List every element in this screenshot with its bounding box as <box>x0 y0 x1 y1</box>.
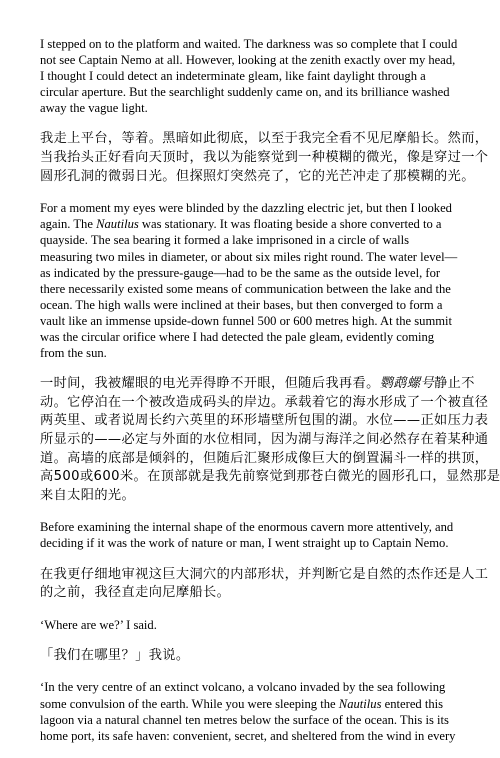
english-paragraph <box>40 617 460 633</box>
text-run: was stationary. It was floating beside a shore converted to a <box>138 217 442 232</box>
text-line <box>40 584 460 603</box>
text-run: circular aperture. But the searchlight suddenly came on, and its brilliance washed <box>40 85 450 100</box>
text-line <box>40 712 460 728</box>
text-line <box>40 200 460 216</box>
text-run: ‘Where are we?’ I said. <box>40 617 157 632</box>
text-line <box>40 265 460 281</box>
text-line <box>40 149 489 168</box>
english-paragraph <box>40 519 460 551</box>
text-line <box>40 394 489 413</box>
text-line <box>40 168 475 187</box>
text-run: Before examining the internal shape of the enormous cavern more attentively, and <box>40 520 454 535</box>
text-run: lagoon via a natural channel ten metres below the surface of the ocean. This is its <box>40 712 449 727</box>
text-line <box>40 519 460 535</box>
text-run: 我走上平台，等着。黑暗如此彻底，以至于我完全看不见尼摩船长。然而， <box>40 131 489 147</box>
chinese-paragraph <box>40 566 489 603</box>
text-run: quayside. The sea bearing it formed a lake imprisoned in a circle of walls <box>40 233 410 248</box>
text-line <box>40 412 489 431</box>
text-run: I thought I could detect an indeterminate gleam, like faint daylight through a <box>40 69 426 84</box>
text-line <box>40 329 460 345</box>
text-run: 高500或600米。在顶部就是我先前察觉到那苍白微光的圆形孔口，显然那是 <box>40 469 500 485</box>
text-run: again. The <box>40 217 97 232</box>
text-run: as indicated by the pressure-gauge—had to be the same as the outside level, for <box>40 265 441 280</box>
text-line <box>40 468 500 487</box>
text-line <box>40 297 460 313</box>
text-run: For a moment my eyes were blinded by the dazzling electric jet, but then I looked <box>40 201 452 216</box>
text-line <box>40 696 460 712</box>
text-line <box>40 345 460 361</box>
text-line <box>40 84 460 100</box>
text-run: 的之前，我径直走向尼摩船长。 <box>40 585 231 601</box>
text-run: not see Captain Nemo at all. However, looking at the zenith exactly over my head, <box>40 53 456 68</box>
text-run: 动。它停泊在一个被改造成码头的岸边。承载着它的海水形成了一个被直径 <box>40 394 489 410</box>
chinese-paragraph <box>40 130 489 186</box>
text-run: 在我更仔细地审视这巨大洞穴的内部形状，并判断它是自然的杰作还是人工 <box>40 566 489 582</box>
text-run: 静止不 <box>434 376 475 392</box>
text-run: 所显示的——必定与外面的水位相同，因为湖与海洋之间必然存在着某种通 <box>40 431 489 447</box>
text-line <box>40 617 460 633</box>
text-line <box>40 566 489 585</box>
text-line <box>40 313 460 329</box>
text-line <box>40 728 460 744</box>
text-run: entered this <box>381 696 444 711</box>
text-line <box>40 450 489 469</box>
text-run: away the vague light. <box>40 101 148 116</box>
text-line <box>40 100 460 116</box>
text-run: home port, its safe haven: convenient, secret, and sheltered from the wind in every <box>40 728 456 743</box>
english-paragraph <box>40 36 460 116</box>
text-run: ocean. The high walls were inclined at their bases, but then converged to form a <box>40 297 443 312</box>
text-run: 「我们在哪里？」我说。 <box>40 647 190 663</box>
text-run: vault like an immense upside-down funnel 500 or 600 metres high. At the summit <box>40 313 453 328</box>
text-line <box>40 52 460 68</box>
text-line <box>40 535 460 551</box>
text-line <box>40 249 460 265</box>
text-line <box>40 216 460 232</box>
english-paragraph <box>40 200 460 361</box>
text-line <box>40 36 460 52</box>
text-run: ‘In the very centre of an extinct volcano, a volcano invaded by the sea following <box>40 680 446 695</box>
text-run: 一时间，我被耀眼的电光弄得睁不开眼，但随后我再看。 <box>40 376 380 392</box>
text-run: deciding if it was the work of nature or man, I went straight up to Captain Nemo. <box>40 536 449 551</box>
text-line <box>40 232 460 248</box>
chinese-paragraph <box>40 375 500 505</box>
text-line <box>40 679 460 695</box>
text-line <box>40 68 460 84</box>
italic-ship-name: 鹦鹉螺号 <box>379 376 435 392</box>
text-run: 当我抬头正好看向天顶时，我以为能察觉到一种模糊的微光，像是穿过一个 <box>40 150 489 166</box>
text-line <box>40 487 460 506</box>
text-line <box>40 130 489 149</box>
text-run: was the circular orifice where I had detected the pale gleam, evidently coming <box>40 330 435 344</box>
text-run: I stepped on to the platform and waited. The darkness was so complete that I could <box>40 37 458 51</box>
text-run: there necessarily existed some means of communication between the lake and the <box>40 281 451 296</box>
text-run: measuring two miles in diameter, or about six miles right round. The water level— <box>40 249 458 264</box>
text-run: 来自太阳的光。 <box>40 487 136 503</box>
text-line <box>40 375 475 394</box>
text-line <box>40 431 489 450</box>
english-paragraph <box>40 679 460 743</box>
italic-ship-name: Nautilus <box>338 696 382 711</box>
italic-ship-name: Nautilus <box>96 217 139 232</box>
text-run: from the sun. <box>40 346 107 361</box>
text-run: 两英里、或者说周长约六英里的环形墙壁所包围的湖。水位——正如压力表 <box>40 413 489 429</box>
text-line <box>40 281 460 297</box>
chinese-paragraph <box>40 647 460 666</box>
text-line <box>40 647 460 666</box>
text-run: some convulsion of the earth. While you were sleeping the <box>40 696 339 711</box>
text-run: 圆形孔洞的微弱日光。但探照灯突然亮了，它的光芒冲走了那模糊的光。 <box>40 168 475 184</box>
text-run: 道。高墙的底部是倾斜的，但随后汇聚形成像巨大的倒置漏斗一样的拱顶， <box>40 450 489 466</box>
document-page <box>40 36 500 758</box>
